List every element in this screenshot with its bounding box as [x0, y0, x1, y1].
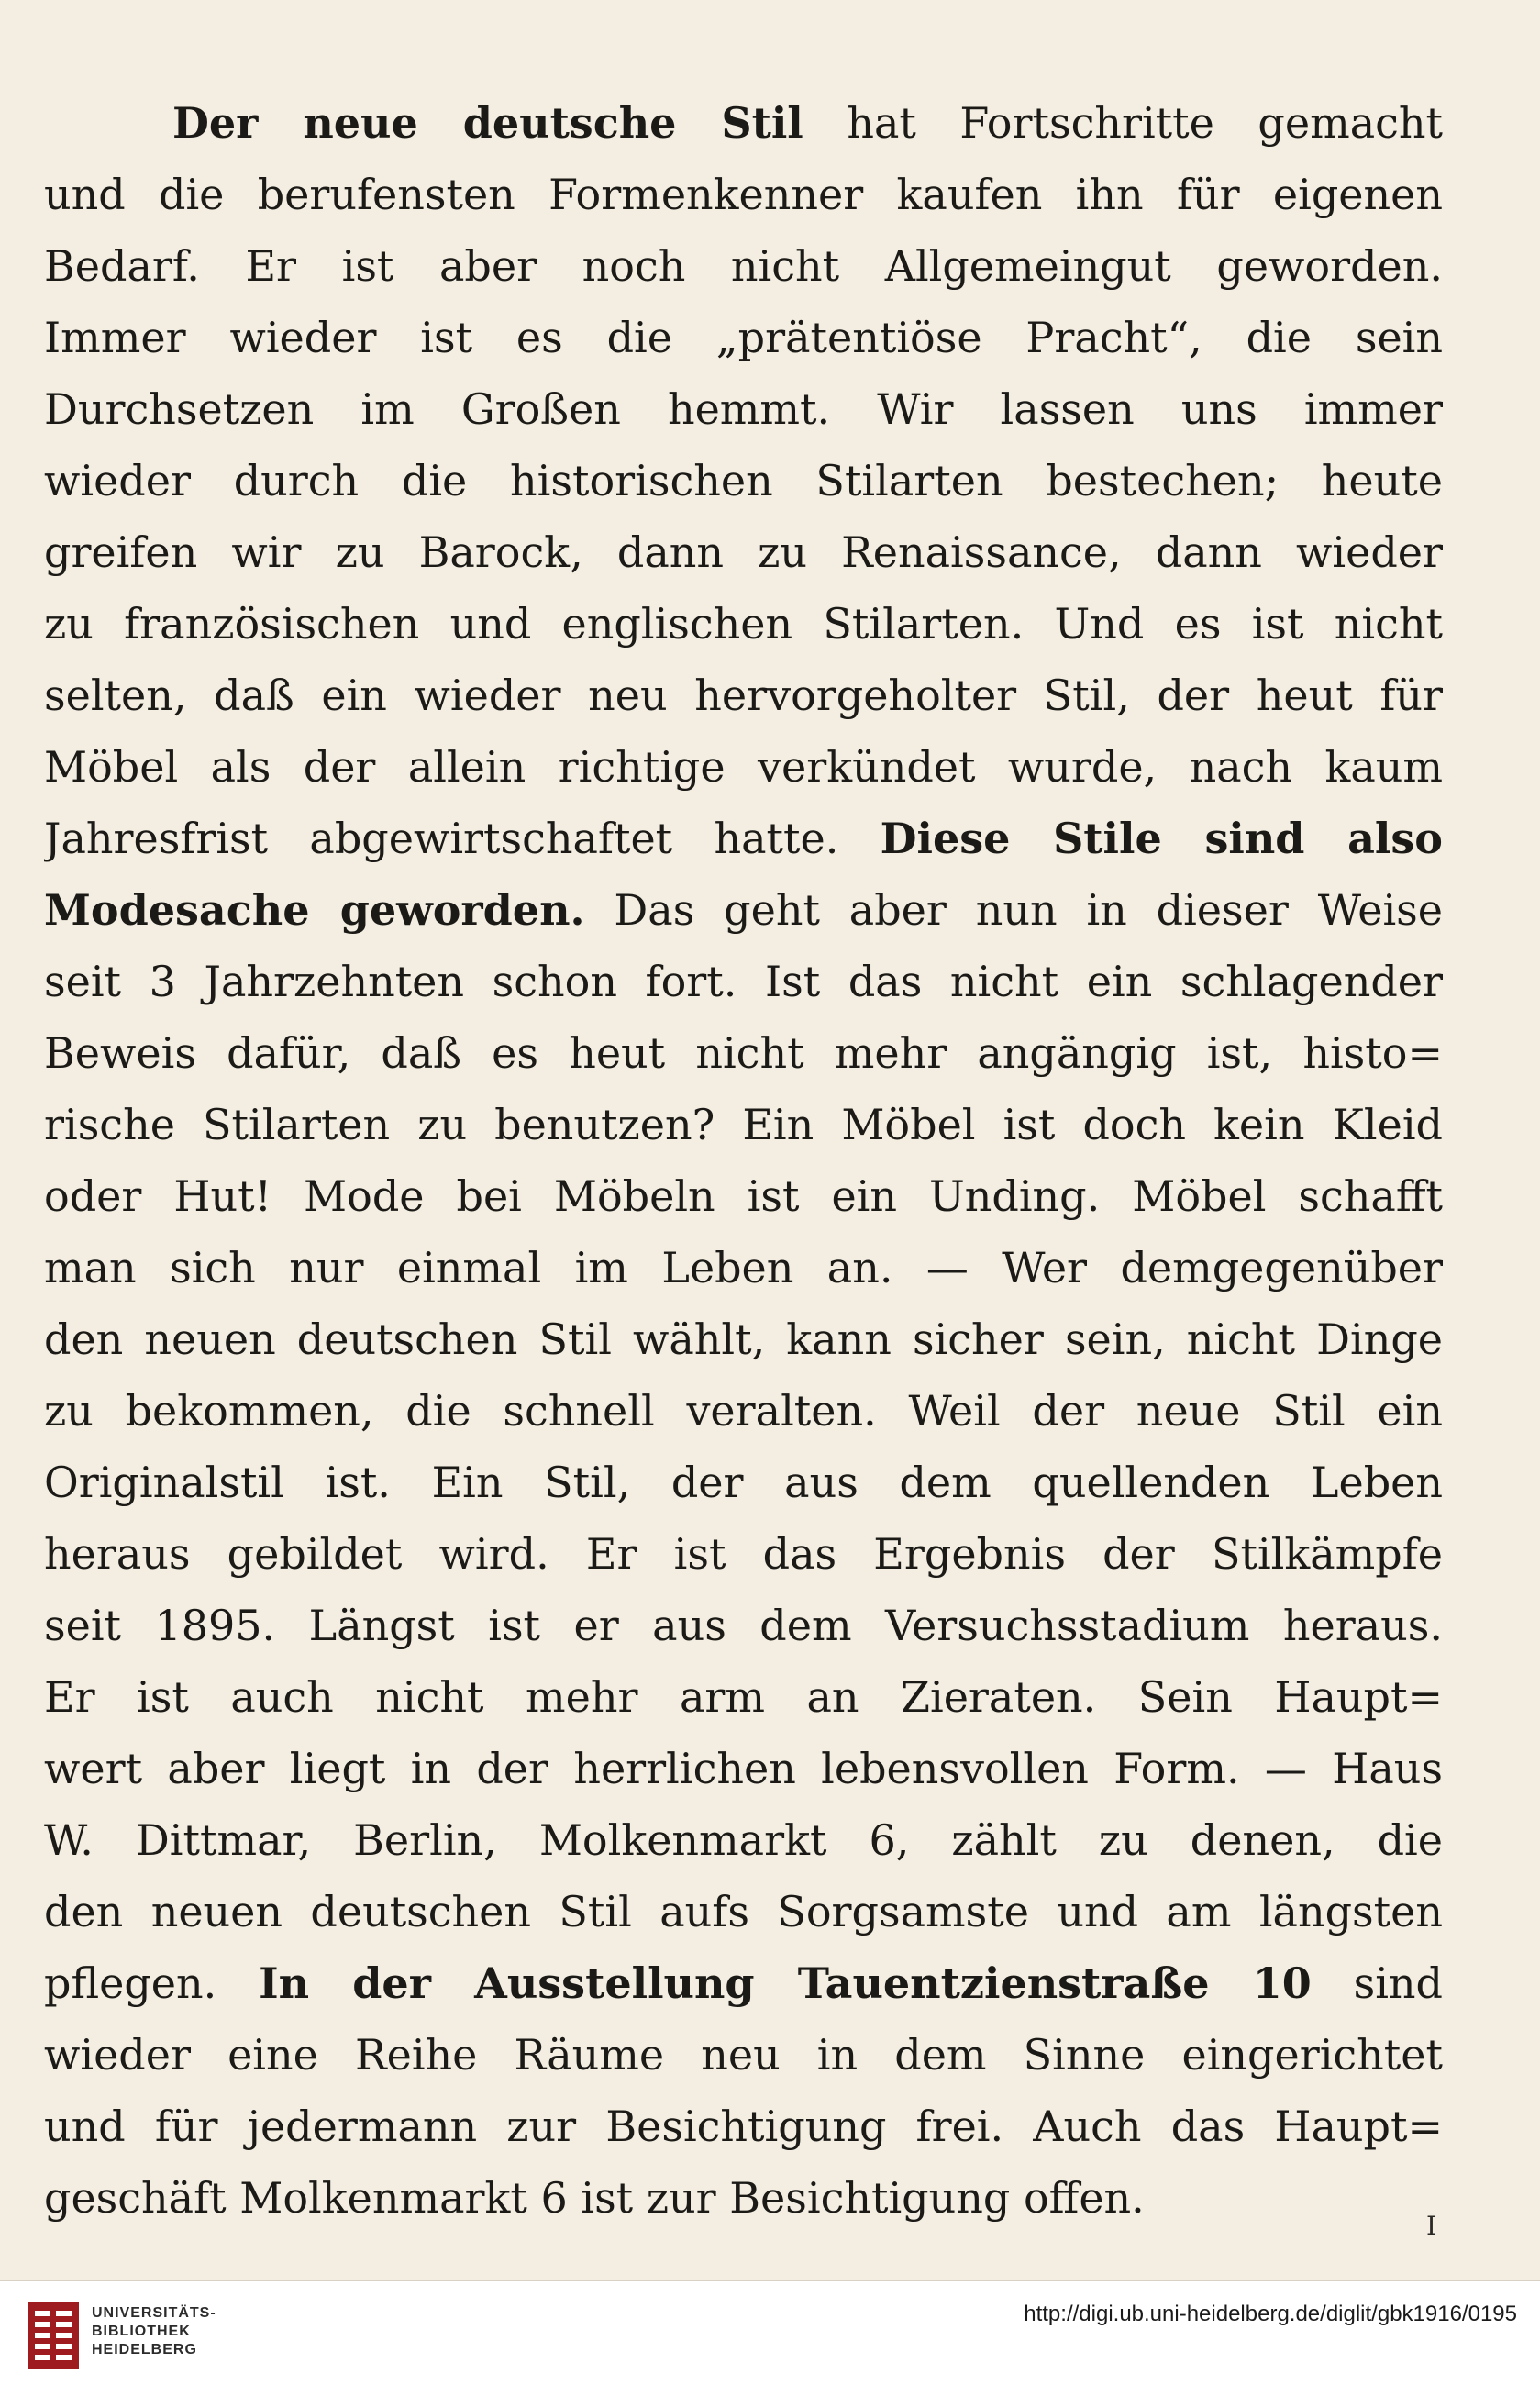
text-line: seit 1895. Längst ist er aus dem Versuchsstadium heraus.: [44, 1601, 1443, 1650]
text-line: Immer wieder ist es die „prätentiöse Pracht“, die sein: [44, 313, 1443, 362]
text-line: wieder durch die historischen Stilarten bestechen; heute: [44, 456, 1443, 505]
text-line: W. Dittmar, Berlin, Molkenmarkt 6, zählt zu denen, die: [44, 1815, 1443, 1865]
text-line: und für jedermann zur Besichtigung frei. Auch das Haupt=: [44, 2102, 1443, 2151]
library-name-line: HEIDELBERG: [92, 2342, 197, 2357]
text-line: und die berufensten Formenkenner kaufen ihn für eigenen: [44, 170, 1443, 219]
text-line: greifen wir zu Barock, dann zu Renaissance, dann wieder: [44, 527, 1443, 577]
text-line: Der neue deutsche Stil hat Fortschritte gemacht: [172, 98, 1443, 148]
text-line: zu französischen und englischen Stilarten. Und es ist nicht: [44, 599, 1443, 649]
library-name-line: BIBLIOTHEK: [92, 2324, 191, 2339]
text-line: Möbel als der allein richtige verkündet wurde, nach kaum: [44, 742, 1443, 792]
text-line: Bedarf. Er ist aber noch nicht Allgemeingut geworden.: [44, 241, 1443, 291]
text-line: wieder eine Reihe Räume neu in dem Sinne eingerichtet: [44, 2030, 1443, 2080]
text-line: man sich nur einmal im Leben an. — Wer demgegenüber: [44, 1243, 1443, 1292]
text-line: rische Stilarten zu benutzen? Ein Möbel ist doch kein Kleid: [44, 1100, 1443, 1149]
text-line: Beweis dafür, daß es heut nicht mehr angängig ist, histo=: [44, 1028, 1443, 1078]
text-line: selten, daß ein wieder neu hervorgeholter Stil, der heut für: [44, 671, 1443, 720]
text-line: den neuen deutschen Stil wählt, kann sicher sein, nicht Dinge: [44, 1314, 1443, 1364]
text-line: oder Hut! Mode bei Möbeln ist ein Unding. Möbel schafft: [44, 1171, 1443, 1221]
text-line: geschäft Molkenmarkt 6 ist zur Besichtigung offen.: [44, 2173, 1145, 2223]
library-name: [92, 2304, 216, 2359]
text-line: Modesache geworden. Das geht aber nun in dieser Weise: [44, 885, 1443, 935]
footer-bar: [0, 2280, 1540, 2396]
text-line: heraus gebildet wird. Er ist das Ergebnis der Stilkämpfe: [44, 1529, 1443, 1579]
library-logo-icon: [26, 2300, 81, 2371]
text-line: Er ist auch nicht mehr arm an Zieraten. Sein Haupt=: [44, 1672, 1443, 1722]
library-name-line: UNIVERSITÄTS-: [92, 2305, 216, 2321]
text-line: den neuen deutschen Stil aufs Sorgsamste und am längsten: [44, 1887, 1443, 1936]
text-line: wert aber liegt in der herrlichen lebensvollen Form. — Haus: [44, 1744, 1443, 1793]
text-line: Jahresfrist abgewirtschaftet hatte. Diese Stile sind also: [44, 814, 1443, 863]
source-url-link[interactable]: http://digi.ub.uni-heidelberg.de/diglit/gbk1916/0195: [1024, 2302, 1517, 2326]
text-line: zu bekommen, die schnell veralten. Weil der neue Stil ein: [44, 1386, 1443, 1436]
article-text: [44, 87, 1443, 2224]
text-line: Durchsetzen im Großen hemmt. Wir lassen uns immer: [44, 384, 1443, 434]
text-line: pflegen. In der Ausstellung Tauentzienstraße 10 sind: [44, 1958, 1443, 2008]
page-number: I: [1426, 2211, 1437, 2241]
text-line: seit 3 Jahrzehnten schon fort. Ist das nicht ein schlagender: [44, 957, 1443, 1006]
text-line: Originalstil ist. Ein Stil, der aus dem quellenden Leben: [44, 1458, 1443, 1507]
